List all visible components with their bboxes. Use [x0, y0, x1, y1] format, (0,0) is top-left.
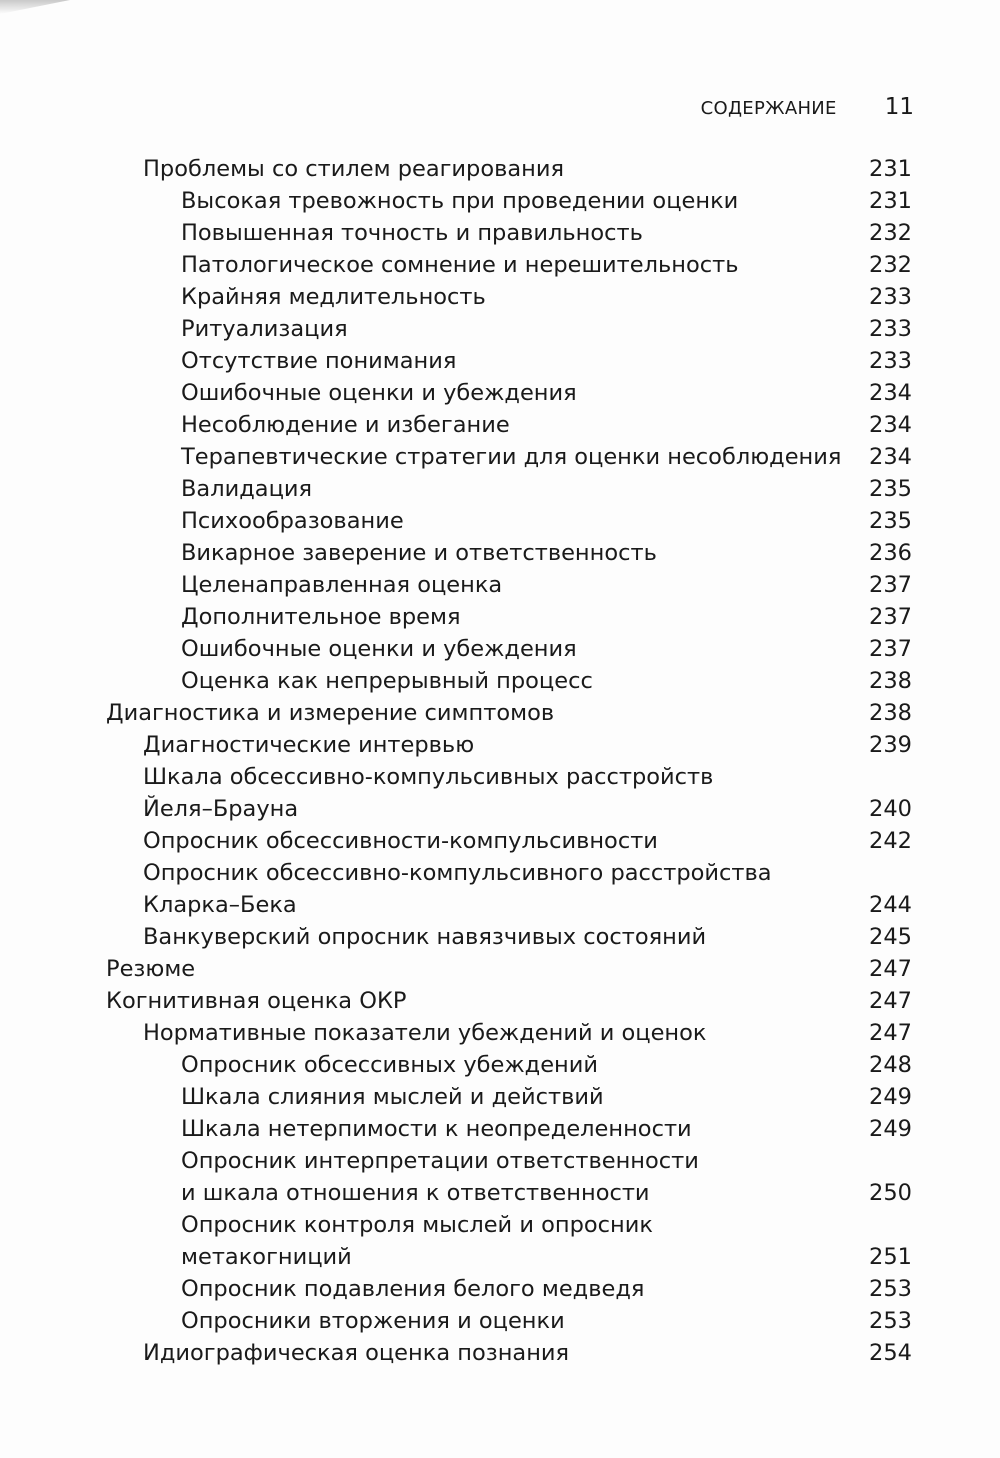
toc-entry-page: 233 [869, 316, 912, 342]
toc-entry [0, 889, 1000, 921]
toc-entry-title: Проблемы со стилем реагирования [143, 156, 565, 182]
toc-entry-page: 238 [869, 700, 912, 726]
toc-entry-title: Патологическое сомнение и нерешительность [181, 252, 739, 278]
toc-entry-title: Несоблюдение и избегание [181, 412, 510, 438]
toc-entry [0, 1177, 1000, 1209]
toc-entry-title: Ритуализация [181, 316, 348, 342]
toc-entry-title: Ошибочные оценки и убеждения [181, 636, 577, 662]
toc-entry [0, 921, 1000, 953]
running-header [701, 94, 914, 126]
toc-entry [0, 281, 1000, 313]
toc-entry [0, 1305, 1000, 1337]
toc-entry-page: 250 [869, 1180, 912, 1206]
toc-entry-title: Дополнительное время [181, 604, 461, 630]
toc-entry [0, 953, 1000, 985]
toc-entry-title: Психообразование [181, 508, 404, 534]
toc-entry [0, 1273, 1000, 1305]
toc-entry-page: 234 [869, 444, 912, 470]
toc-entry-title: Опросник обсессивных убеждений [181, 1052, 598, 1078]
toc-entry [0, 857, 1000, 889]
toc-entry-page: 231 [869, 156, 912, 182]
toc-entry-title: Целенаправленная оценка [181, 572, 503, 598]
toc-entry [0, 569, 1000, 601]
toc-entry-page: 247 [869, 1020, 912, 1046]
toc-entry-page: 239 [869, 732, 912, 758]
toc-entry-page: 238 [869, 668, 912, 694]
toc-entry [0, 473, 1000, 505]
page-number: 11 [884, 94, 914, 120]
toc-entry-title: Ванкуверский опросник навязчивых состояний [143, 924, 707, 950]
toc-entry [0, 185, 1000, 217]
toc-entry [0, 377, 1000, 409]
toc-entry-title: Шкала обсессивно-компульсивных расстройств [143, 764, 714, 790]
toc-entry-page: 235 [869, 476, 912, 502]
toc-entry-title: Отсутствие понимания [181, 348, 457, 374]
toc-entry [0, 1081, 1000, 1113]
scan-corner-shadow [0, 0, 70, 14]
toc-entry-page: 251 [869, 1244, 912, 1270]
toc-entry-title: Опросник контроля мыслей и опросник [181, 1212, 653, 1238]
toc-entry-page: 249 [869, 1084, 912, 1110]
toc-entry-title: Оценка как непрерывный процесс [181, 668, 593, 694]
toc-entry-page: 234 [869, 380, 912, 406]
toc-entry-page: 233 [869, 348, 912, 374]
toc-entry-title: Крайняя медлительность [181, 284, 486, 310]
toc-entry-page: 253 [869, 1276, 912, 1302]
toc-entry-page: 235 [869, 508, 912, 534]
table-of-contents [0, 153, 1000, 1369]
toc-entry-page: 254 [869, 1340, 912, 1366]
toc-entry-title: Викарное заверение и ответственность [181, 540, 657, 566]
toc-entry-page: 249 [869, 1116, 912, 1142]
toc-entry-title: Опросник обсессивности-компульсивности [143, 828, 658, 854]
toc-entry-title: Повышенная точность и правильность [181, 220, 643, 246]
toc-entry-page: 237 [869, 636, 912, 662]
toc-entry-title: Диагностика и измерение симптомов [106, 700, 555, 726]
toc-entry-title: Резюме [106, 956, 196, 982]
toc-entry-page: 247 [869, 988, 912, 1014]
toc-entry [0, 729, 1000, 761]
toc-entry-title: Опросник интерпретации ответственности [181, 1148, 699, 1174]
toc-entry [0, 345, 1000, 377]
toc-entry [0, 1241, 1000, 1273]
toc-entry-page: 231 [869, 188, 912, 214]
toc-entry-page: 247 [869, 956, 912, 982]
toc-entry [0, 1337, 1000, 1369]
toc-entry-page: 232 [869, 220, 912, 246]
toc-entry-title: Опросники вторжения и оценки [181, 1308, 565, 1334]
toc-entry [0, 505, 1000, 537]
toc-entry-page: 236 [869, 540, 912, 566]
toc-entry-title: Валидация [181, 476, 313, 502]
toc-entry-title: Когнитивная оценка ОКР [106, 988, 407, 1014]
toc-entry [0, 1113, 1000, 1145]
toc-entry-page: 253 [869, 1308, 912, 1334]
toc-entry-page: 233 [869, 284, 912, 310]
toc-entry [0, 697, 1000, 729]
toc-entry-page: 244 [869, 892, 912, 918]
header-title: СОДЕРЖАНИЕ [700, 98, 837, 119]
toc-entry-title: Йеля–Брауна [143, 796, 299, 822]
toc-entry [0, 985, 1000, 1017]
toc-entry-title: Шкала слияния мыслей и действий [181, 1084, 604, 1110]
toc-entry-page: 248 [869, 1052, 912, 1078]
toc-entry-page: 242 [869, 828, 912, 854]
toc-entry [0, 1209, 1000, 1241]
toc-entry-title: Высокая тревожность при проведении оценки [181, 188, 739, 214]
toc-entry-title: и шкала отношения к ответственности [181, 1180, 650, 1206]
toc-entry-title: Опросник обсессивно-компульсивного расстройства [143, 860, 772, 886]
toc-entry-title: Диагностические интервью [143, 732, 475, 758]
toc-entry-title: Шкала нетерпимости к неопределенности [181, 1116, 692, 1142]
toc-entry [0, 633, 1000, 665]
toc-entry [0, 217, 1000, 249]
toc-entry [0, 153, 1000, 185]
toc-entry-page: 232 [869, 252, 912, 278]
toc-entry-title: Кларка–Бека [143, 892, 297, 918]
toc-entry [0, 793, 1000, 825]
toc-entry [0, 313, 1000, 345]
toc-entry [0, 409, 1000, 441]
toc-entry [0, 1145, 1000, 1177]
toc-entry-page: 234 [869, 412, 912, 438]
toc-entry [0, 441, 1000, 473]
toc-entry-title: Ошибочные оценки и убеждения [181, 380, 577, 406]
toc-entry [0, 761, 1000, 793]
toc-entry [0, 1017, 1000, 1049]
toc-entry [0, 249, 1000, 281]
toc-entry [0, 825, 1000, 857]
toc-entry-page: 245 [869, 924, 912, 950]
toc-entry-page: 240 [869, 796, 912, 822]
toc-entry-title: Идиографическая оценка познания [143, 1340, 570, 1366]
toc-entry-page: 237 [869, 572, 912, 598]
toc-entry-title: метакогниций [181, 1244, 352, 1270]
toc-entry-title: Опросник подавления белого медведя [181, 1276, 645, 1302]
toc-entry [0, 601, 1000, 633]
toc-entry-page: 237 [869, 604, 912, 630]
toc-entry-title: Нормативные показатели убеждений и оценок [143, 1020, 707, 1046]
toc-entry [0, 665, 1000, 697]
toc-entry-title: Терапевтические стратегии для оценки несоблюдения [181, 444, 842, 470]
toc-entry [0, 537, 1000, 569]
toc-entry [0, 1049, 1000, 1081]
